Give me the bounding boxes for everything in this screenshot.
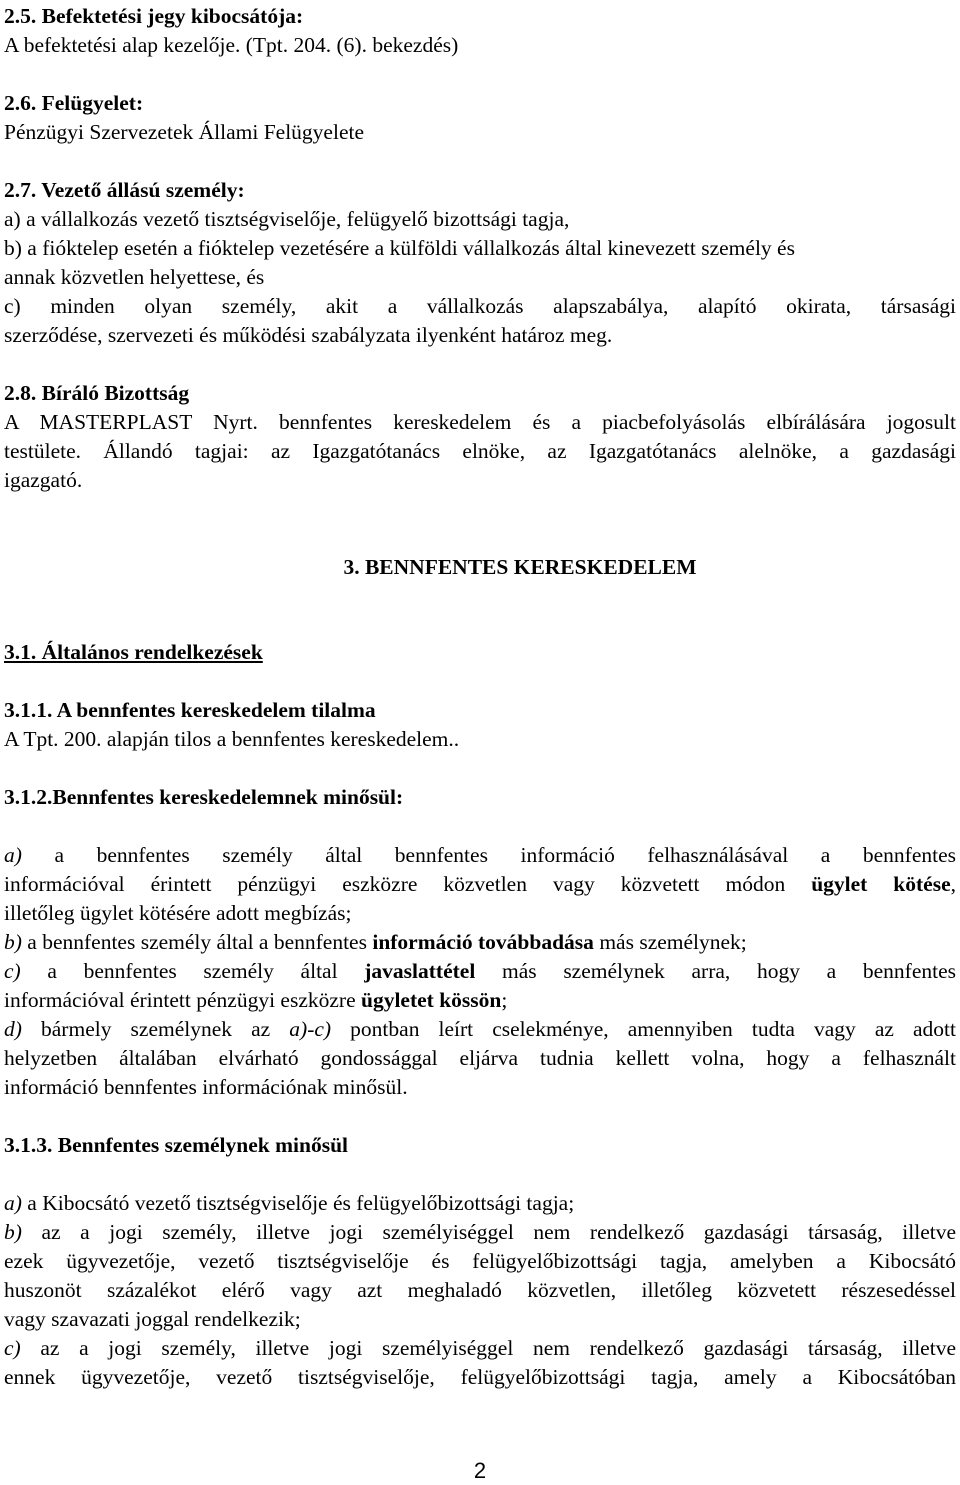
item-c-label: c) [4,959,21,983]
insider-item-c-line2: ennek ügyvezetője, vezető tisztségviselője, felügyelőbizottsági tagja, amely a Kibocsátóban [4,1365,956,1389]
section-3-1-2-title: 3.1.2.Bennfentes kereskedelemnek minősül: [4,785,404,809]
insider-item-a-label: a) [4,1191,22,1215]
section-2-8-line1: A MASTERPLAST Nyrt. bennfentes kereskedelem és a piacbefolyásolás elbírálására jogosult [4,410,956,434]
item-d-line1: d) bármely személynek az a)-c) pontban leírt cselekménye, amennyiben tudta vagy az adott [4,1017,957,1041]
item-d-label: d) [4,1017,22,1041]
section-3-1 [4,638,956,667]
chapter-3-title: 3. BENNFENTES KERESKEDELEM [343,555,697,579]
item-b-line1: b) a bennfentes személy által a bennfentes információ továbbadása más személynek; [4,930,747,954]
section-2-7-item-b-line2: annak közvetlen helyettese, és [4,265,265,289]
insider-item-b-line3: huszonöt százalékot elérő vagy azt meghaladó közvetlen, illetőleg közvetett részesedéssel [4,1278,956,1302]
section-2-7 [4,176,956,350]
document-page [4,0,956,1392]
item-a-line1: a) a bennfentes személy által bennfentes információ felhasználásával a bennfentes [4,843,957,867]
item-a-line2: információval érintett pénzügyi eszközre közvetlen vagy közvetett módon ügylet kötése, [4,872,957,896]
section-2-7-item-c-line1: c) minden olyan személy, akit a vállalkozás alapszabálya, alapító okirata, társasági [4,294,956,318]
item-d-line3: információ bennfentes információnak minősül. [4,1075,408,1099]
ugyletet-kosson-emphasis: ügyletet kössön [361,988,502,1012]
section-2-7-item-b-line1: b) a fióktelep esetén a fióktelep vezetésére a külföldi vállalkozás által kinevezett személy és [4,236,795,260]
section-3-1-1-title: 3.1.1. A bennfentes kereskedelem tilalma [4,698,376,722]
section-2-6-text: Pénzügyi Szervezetek Állami Felügyelete [4,120,364,144]
item-d-reference: a)-c) [289,1017,332,1041]
section-2-5 [4,2,956,60]
insider-item-c-label: c) [4,1336,21,1360]
section-3-1-3-title: 3.1.3. Bennfentes személynek minősül [4,1133,348,1157]
section-3-1-2-items [4,841,956,1102]
section-2-7-item-a: a) a vállalkozás vezető tisztségviselője, felügyelő bizottsági tagja, [4,207,570,231]
insider-item-b-line2: ezek ügyvezetője, vezető tisztségviselője és felügyelőbizottsági tagja, amelyben a Kibocsátó [4,1249,956,1273]
insider-item-b-line4: vagy szavazati joggal rendelkezik; [4,1307,301,1331]
section-3-1-1-text: A Tpt. 200. alapján tilos a bennfentes kereskedelem.. [4,727,460,751]
insider-item-b-label: b) [4,1220,22,1244]
section-2-8-title: 2.8. Bíráló Bizottság [4,381,190,405]
informacio-tovabbadasa-emphasis: információ továbbadása [372,930,594,954]
section-2-6 [4,89,956,147]
section-3-1-3 [4,1131,956,1160]
ugylet-kotese-emphasis: ügylet kötése [811,872,951,896]
insider-item-c-line1: c) az a jogi személy, illetve jogi személyiséggel nem rendelkező gazdasági társaság, illetve [4,1336,956,1360]
section-3-1-3-items [4,1189,956,1392]
item-d-line2: helyzetben általában elvárható gondossággal eljárva tudnia kellett volna, hogy a felhasznált [4,1046,956,1070]
chapter-3-heading [4,553,956,582]
section-2-6-title: 2.6. Felügyelet: [4,91,144,115]
section-3-1-title: 3.1. Általános rendelkezések [4,640,263,664]
section-2-7-title: 2.7. Vezető állású személy: [4,178,245,202]
section-3-1-2 [4,783,956,812]
item-b-label: b) [4,930,22,954]
insider-item-b-line1: b) az a jogi személy, illetve jogi személyiséggel nem rendelkező gazdasági társaság, illetve [4,1220,957,1244]
item-c-line1: c) a bennfentes személy által javaslattétel más személynek arra, hogy a bennfentes [4,959,956,983]
section-2-8-line2: testülete. Állandó tagjai: az Igazgatótanács elnöke, az Igazgatótanács alelnöke, a gazdasági [4,439,956,463]
section-3-1-1 [4,696,956,754]
section-2-8-line3: igazgató. [4,468,83,492]
item-a-label: a) [4,843,22,867]
insider-item-a-line1: a) a Kibocsátó vezető tisztségviselője és felügyelőbizottsági tagja; [4,1191,575,1215]
item-a-line3: illetőleg ügylet kötésére adott megbízás; [4,901,352,925]
section-2-5-text: A befektetési alap kezelője. (Tpt. 204. (6). bekezdés) [4,33,459,57]
section-2-5-title: 2.5. Befektetési jegy kibocsátója: [4,4,304,28]
section-2-8 [4,379,956,495]
javaslattetel-emphasis: javaslattétel [364,959,476,983]
item-c-line2: információval érintett pénzügyi eszközre ügyletet kössön; [4,988,508,1012]
page-number: 2 [473,1458,487,1483]
section-2-7-item-c-line2: szerződése, szervezeti és működési szabályzata ilyenként határoz meg. [4,323,613,347]
